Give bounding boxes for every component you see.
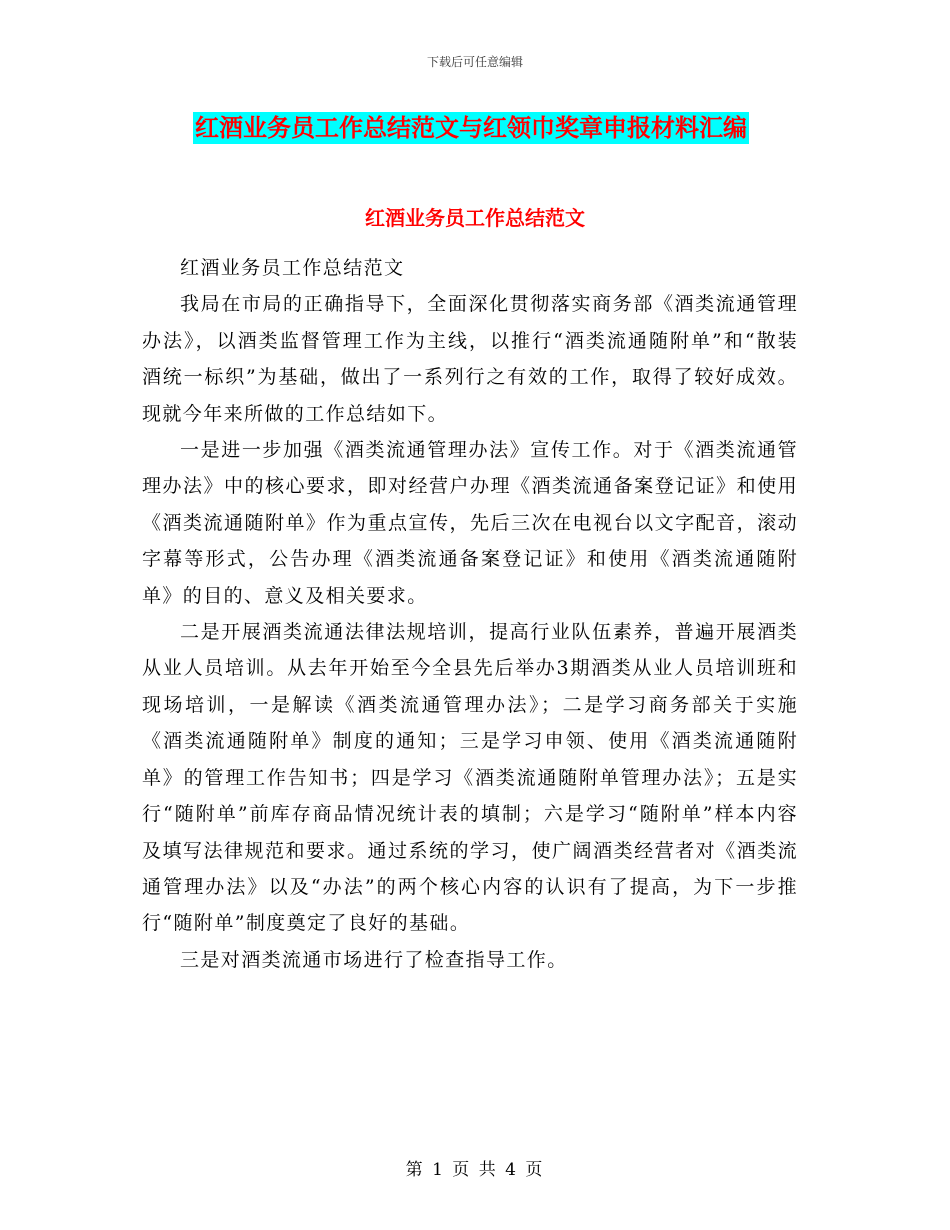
paragraph: 红酒业务员工作总结范文: [180, 257, 405, 279]
section-title: 红酒业务员工作总结范文: [365, 206, 585, 230]
page-number: 第 1 页 共 4 页: [405, 1160, 545, 1180]
main-title: 红酒业务员工作总结范文与红领巾奖章申报材料汇编: [195, 114, 747, 142]
main-title-container: [193, 112, 749, 144]
paragraph: 我局在市局的正确指导下，全面深化贯彻落实商务部《酒类流通管理办法》，以酒类监督管理工作为主线，以推行“酒类流通随附单”和“散装酒统一标织”为基础，做出了一系列行之有效的工作，取得了较好成效。现就今年来所做的工作总结如下。: [142, 293, 798, 425]
header-note: 下载后可任意编辑: [426, 55, 523, 69]
body-text: [142, 250, 798, 978]
paragraph: 二是开展酒类流通法律法规培训，提高行业队伍素养，普遍开展酒类从业人员培训。从去年开始至今全县先后举办3期酒类从业人员培训班和现场培训，一是解读《酒类流通管理办法》；二是学习商务部关于实施《酒类流通随附单》制度的通知；三是学习申领、使用《酒类流通随附单》的管理工作告知书；四是学习《酒类流通随附单管理办法》；五是实行“随附单”前库存商品情况统计表的填制；六是学习“随附单”样本内容及填写法律规范和要求。通过系统的学习，使广阔酒类经营者对《酒类流通管理办法》以及“办法”的两个核心内容的认识有了提高，为下一步推行“随附单”制度奠定了良好的基础。: [142, 621, 798, 935]
paragraph: 三是对酒类流通市场进行了检查指导工作。: [180, 948, 568, 971]
paragraph: 一是进一步加强《酒类流通管理办法》宣传工作。对于《酒类流通管理办法》中的核心要求，即对经营户办理《酒类流通备案登记证》和使用《酒类流通随附单》作为重点宣传，先后三次在电视台以文字配音，滚动字幕等形式，公告办理《酒类流通备案登记证》和使用《酒类流通随附单》的目的、意义及相关要求。: [142, 439, 798, 607]
